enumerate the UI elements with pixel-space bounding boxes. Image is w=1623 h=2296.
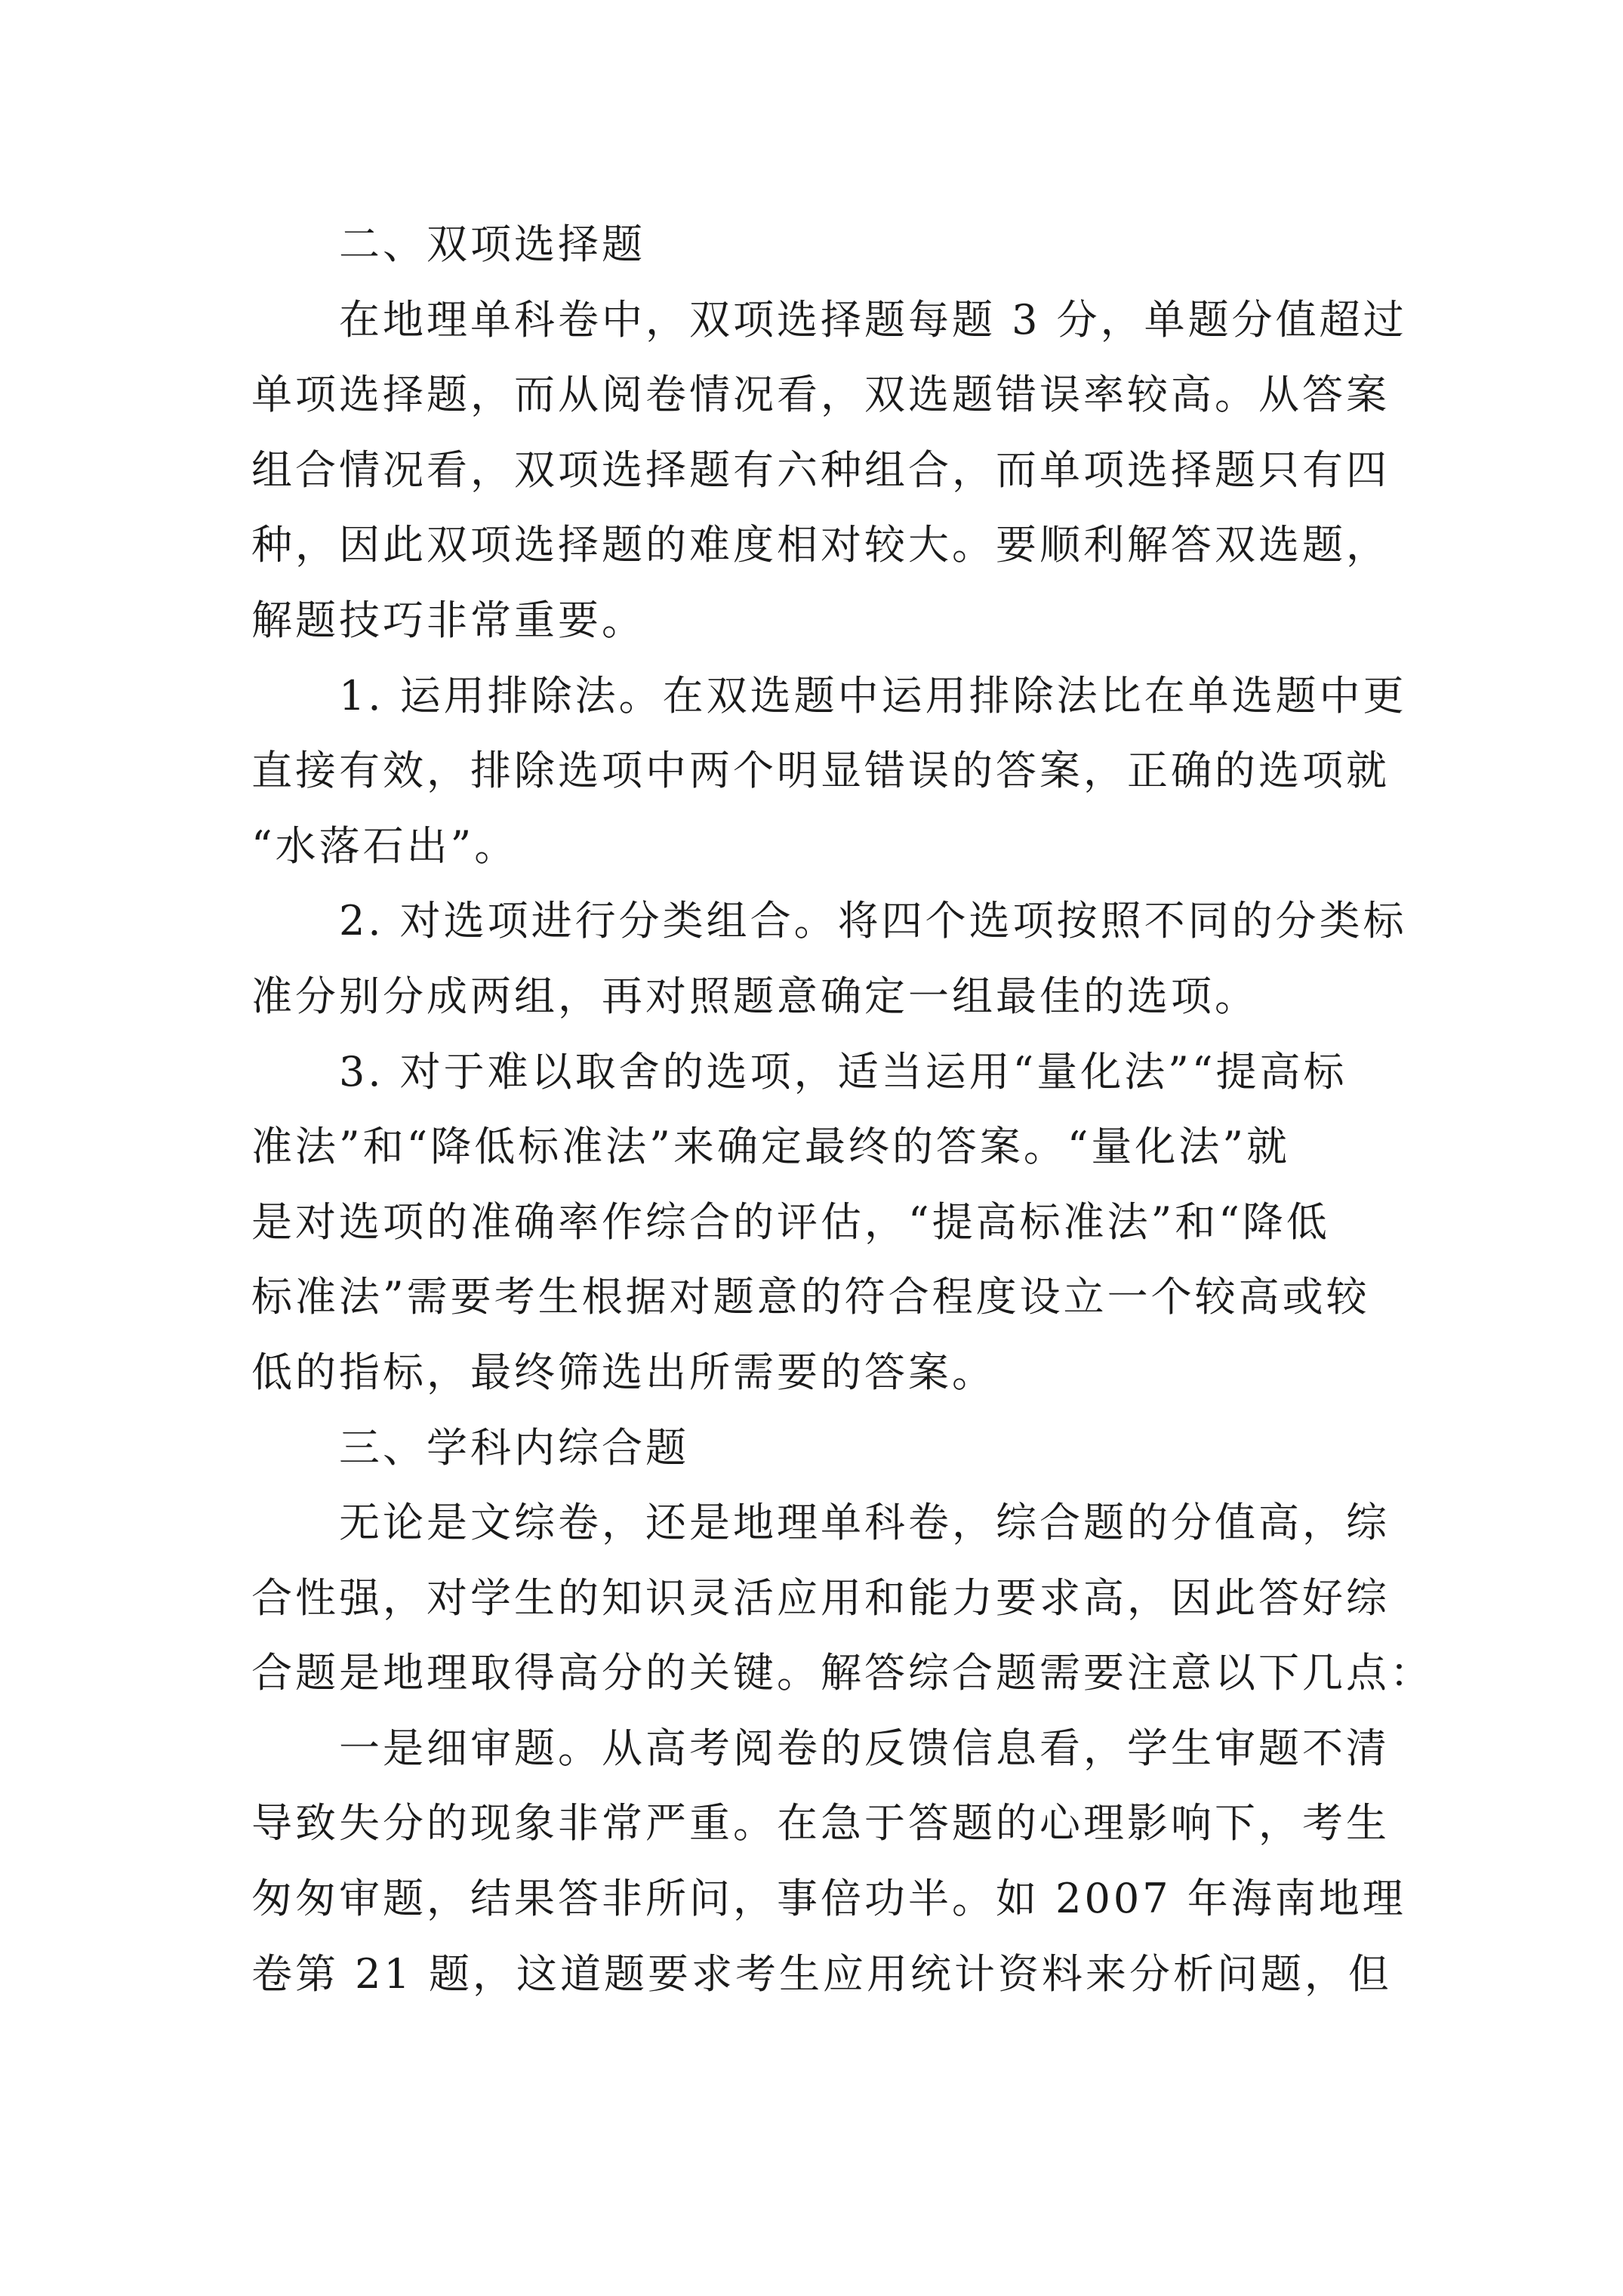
paragraph-line: 导致失分的现象非常严重。在急于答题的心理影响下，考生 xyxy=(251,1799,1390,1848)
paragraph-line: 种，因此双项选择题的难度相对较大。要顺利解答双选题， xyxy=(251,521,1390,569)
list-item-line: 1. 运用排除法。在双选题中运用排除法比在单选题中更 xyxy=(339,671,1407,720)
paragraph-line: 合题是地理取得高分的关键。解答综合题需要注意以下几点： xyxy=(251,1649,1434,1697)
section-heading-three: 三、学科内综合题 xyxy=(339,1423,689,1472)
list-item-line: 低的指标，最终筛选出所需要的答案。 xyxy=(251,1348,996,1396)
list-item-line: 直接有效，排除选项中两个明显错误的答案，正确的选项就 xyxy=(251,747,1390,795)
paragraph-line: 合性强，对学生的知识灵活应用和能力要求高，因此答好综 xyxy=(251,1573,1390,1622)
paragraph-line: 一是细审题。从高考阅卷的反馈信息看，学生审题不清 xyxy=(339,1724,1390,1772)
list-item-line: 标准法”需要考生根据对题意的符合程度设立一个较高或较 xyxy=(251,1273,1370,1321)
paragraph-line: 单项选择题，而从阅卷情况看，双选题错误率较高。从答案 xyxy=(251,371,1390,419)
document-body xyxy=(251,207,1434,2011)
list-item-line: 3. 对于难以取舍的选项，适当运用“量化法”“提高标 xyxy=(339,1047,1347,1096)
paragraph-line: 组合情况看，双项选择题有六种组合，而单项选择题只有四 xyxy=(251,445,1390,494)
list-item-line: 准分别分成两组，再对照题意确定一组最佳的选项。 xyxy=(251,972,1258,1020)
list-item-line: 2. 对选项进行分类组合。将四个选项按照不同的分类标 xyxy=(339,897,1407,945)
list-item-line: “水落石出”。 xyxy=(251,821,519,870)
list-item-line: 是对选项的准确率作综合的评估，“提高标准法”和“降低 xyxy=(251,1197,1330,1246)
section-heading-two: 二、双项选择题 xyxy=(339,220,645,268)
paragraph-line: 匆匆审题，结果答非所问，事倍功半。如 2007 年海南地理 xyxy=(251,1875,1406,1923)
paragraph-line: 在地理单科卷中，双项选择题每题 3 分，单题分值超过 xyxy=(339,295,1407,344)
paragraph-line: 解题技巧非常重要。 xyxy=(251,596,645,644)
list-item-line: 准法”和“降低标准法”来确定最终的答案。“量化法”就 xyxy=(251,1123,1291,1171)
paragraph-line: 卷第 21 题，这道题要求考生应用统计资料来分析问题，但 xyxy=(251,1949,1393,1998)
paragraph-line: 无论是文综卷，还是地理单科卷，综合题的分值高，综 xyxy=(339,1499,1390,1547)
